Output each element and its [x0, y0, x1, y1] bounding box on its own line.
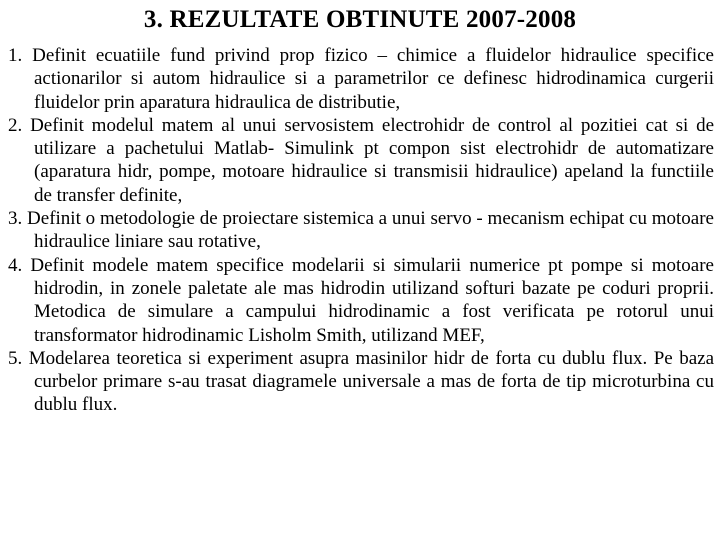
item-number: 5. — [8, 347, 29, 369]
list-item — [8, 347, 714, 417]
slide-title: 3. REZULTATE OBTINUTE 2007-2008 — [143, 6, 577, 33]
results-list — [8, 44, 714, 417]
item-text: Modelarea teoretica si experiment asupra masinilor hidr de forta cu dublu flux. Pe baza curbelor primare s-au trasat diagramele universale a mas de forta de tip microturbina cu dublu flux. — [28, 347, 714, 416]
item-number: 4. — [8, 254, 31, 276]
item-number: 3. — [8, 208, 28, 230]
list-item — [8, 44, 714, 114]
list-item — [8, 254, 714, 347]
item-text: Definit o metodologie de proiectare sistemica a unui servo - mecanism echipat cu motoare hidraulice liniare sau rotative, — [27, 208, 714, 253]
item-number: 2. — [8, 114, 31, 136]
list-item — [8, 114, 714, 207]
item-text: Definit modele matem specifice modelarii si simularii numerice pt pompe si motoare hidrodin, in zonele paletate ale mas hidrodin utilizand softuri bazate pe coduri proprii. Metodica de simulare a campului hidrodinamic a fost verificata pe rotorul unui transformator hidrodinamic Lisholm Smith, utilizand MEF, — [30, 254, 714, 346]
list-item — [8, 207, 714, 254]
item-text: Definit modelul matem al unui servosistem electrohidr de control al pozitiei cat si de utilizare a pachetului Matlab- Simulink pt compon sist electrohidr de automatizare (aparatura hidr, pompe, motoare hidraulice si transmisii hidraulice) apeland la functiile de transfer definite, — [30, 114, 715, 206]
item-text: Definit ecuatiile fund privind prop fizico – chimice a fluidelor hidraulice specifice actionarilor si autom hidraulice si a parametrilor ce definesc hidrodinamica curgerii fluidelor prin aparatura hidraulica de distributie, — [32, 45, 714, 113]
item-number: 1. — [8, 45, 33, 66]
